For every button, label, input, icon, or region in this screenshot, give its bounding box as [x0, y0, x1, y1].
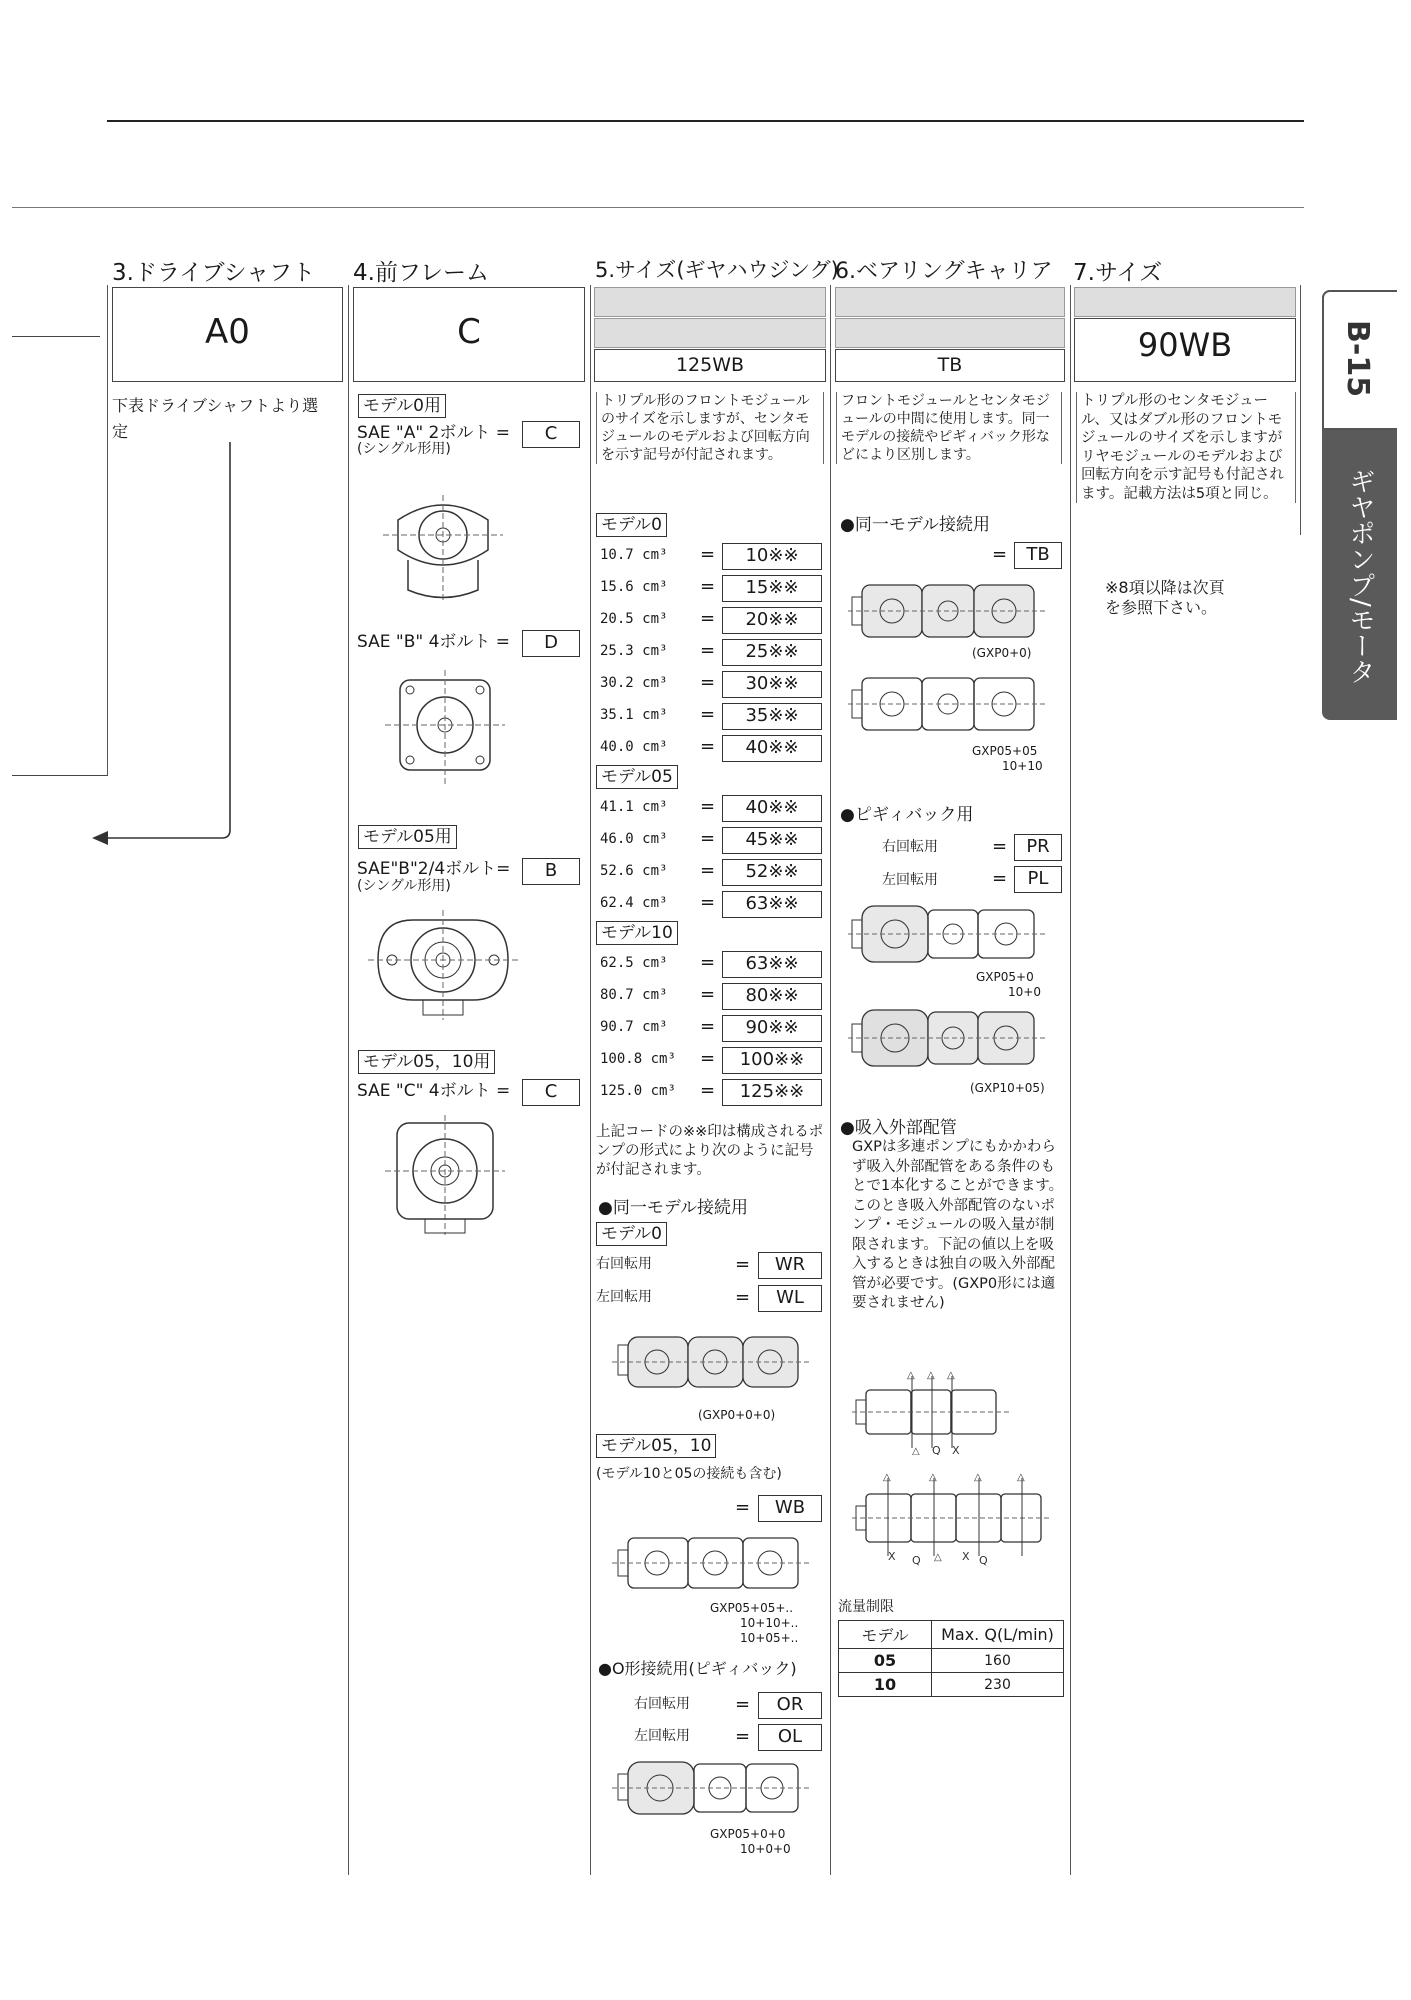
- equals-sign: =: [700, 608, 716, 629]
- size-group-tag: モデル05: [596, 765, 678, 789]
- bearing-carrier-note: フロントモジュールとセンタモジュールの中間に使用します。同一モデルの接続やピギィバック形などにより区別します。: [836, 392, 1062, 464]
- equals-sign: =: [700, 860, 716, 881]
- col-sep-5: [1070, 285, 1071, 1875]
- pl-value: PL: [1014, 866, 1062, 893]
- equals-sign: =: [700, 704, 716, 725]
- flow-head-maxq: Max. Q(L/min): [932, 1621, 1064, 1649]
- code-front-frame: C: [457, 312, 481, 352]
- section-title: ギヤポンプ/モータ: [1345, 468, 1375, 685]
- equals-sign: =: [700, 796, 716, 817]
- displacement-label: 40.0 cm³: [600, 739, 668, 755]
- flange-a-drawing: [378, 490, 508, 610]
- piggy-heading: ●ピギィバック用: [840, 805, 974, 825]
- or-label: 右回転用: [634, 1696, 690, 1712]
- svg-text:△: △: [947, 1370, 955, 1381]
- size-code-box: 80※※: [722, 983, 822, 1010]
- tag-model0: モデル0用: [358, 394, 446, 418]
- svg-text:△: △: [934, 1552, 942, 1563]
- size-code-box: 45※※: [722, 827, 822, 854]
- tag-model05: モデル05用: [358, 825, 457, 849]
- pr-eq: =: [992, 836, 1008, 857]
- col-sep-2: [348, 285, 349, 1875]
- gear-housing-note: トリプル形のフロントモジュールのサイズを示しますが、センタモジュールのモデルおよび回転方向を示す記号が付記されます。: [596, 392, 824, 464]
- cap-gxp0505-a: GXP05+05: [972, 744, 1038, 758]
- svg-text:Q: Q: [912, 1554, 921, 1567]
- equals-sign: =: [700, 984, 716, 1005]
- header-front-frame: 4.前フレーム: [353, 260, 490, 286]
- flange-b24-drawing: [368, 905, 518, 1025]
- flow-row-model: 05: [839, 1649, 932, 1673]
- next-page-ref: ※8項以降は次頁を参照下さい。: [1105, 578, 1225, 617]
- pr-value: PR: [1014, 834, 1062, 861]
- equals-sign: =: [700, 952, 716, 973]
- sae-a-value: C: [522, 421, 580, 448]
- header-drive-shaft: 3.ドライブシャフト: [112, 260, 316, 286]
- sae-b24-sub: (シングル形用): [357, 878, 451, 894]
- size-code-box: 90※※: [722, 1015, 822, 1042]
- code-gear-housing: 125WB: [675, 354, 745, 376]
- code-size: 90WB: [1137, 326, 1233, 364]
- tag-model0510: モデル05，10用: [358, 1050, 495, 1074]
- svg-text:△: △: [927, 1370, 935, 1381]
- equals-sign: =: [700, 576, 716, 597]
- displacement-label: 52.6 cm³: [600, 863, 668, 879]
- equals-sign: =: [700, 640, 716, 661]
- sae-b24-label: SAE"B"2/4ボルト=: [357, 859, 511, 879]
- size-code-box: 25※※: [722, 639, 822, 666]
- cap-gxp05-a: GXP05+05+..: [710, 1601, 794, 1615]
- svg-text:△: △: [974, 1472, 982, 1483]
- gray-band-5b: [594, 318, 826, 348]
- pr-label: 右回転用: [882, 839, 938, 855]
- wl-eq: =: [735, 1287, 751, 1308]
- wb-eq: =: [735, 1497, 751, 1518]
- header-bearing-carrier: 6.ベアリングキャリア: [835, 259, 1053, 284]
- sae-c-label: SAE "C" 4ボルト =: [357, 1081, 511, 1101]
- cap-gxp05-b: 10+10+..: [740, 1616, 799, 1630]
- sae-a-sub: (シングル形用): [357, 441, 451, 457]
- pump-triple-drawing-2: [612, 1528, 812, 1603]
- flow-head-model: モデル: [839, 1621, 932, 1649]
- sae-a-label: SAE "A" 2ボルト =: [357, 423, 511, 443]
- svg-text:X: X: [952, 1444, 960, 1455]
- gray-band-5a: [594, 287, 826, 317]
- equals-sign: =: [700, 672, 716, 693]
- displacement-label: 125.0 cm³: [600, 1083, 676, 1099]
- size-code-box: 100※※: [722, 1047, 822, 1074]
- size-code-box: 40※※: [722, 735, 822, 762]
- or-value: OR: [758, 1692, 822, 1719]
- sae-b-value: D: [522, 630, 580, 657]
- col-sep-6: [1300, 285, 1301, 535]
- cap-gxp00: (GXP0+0): [972, 646, 1032, 660]
- top-rule: [107, 120, 1304, 122]
- sae-b24-value: B: [522, 858, 580, 885]
- displacement-label: 15.6 cm³: [600, 579, 668, 595]
- size-code-box: 30※※: [722, 671, 822, 698]
- displacement-label: 62.4 cm³: [600, 895, 668, 911]
- code-drive-shaft: A0: [205, 312, 250, 352]
- suction-heading: ●吸入外部配管: [840, 1118, 957, 1138]
- o-conn-heading: ●O形接続用(ピギィバック): [598, 1659, 797, 1678]
- size-group-tag: モデル0: [596, 513, 667, 537]
- equals-sign: =: [700, 828, 716, 849]
- size-group-tag: モデル10: [596, 921, 678, 945]
- size-code-box: 52※※: [722, 859, 822, 886]
- pl-eq: =: [992, 868, 1008, 889]
- same-model-heading: ●同一モデル接続用: [598, 1198, 748, 1218]
- flange-b-drawing: [385, 670, 505, 790]
- sae-c-value: C: [522, 1079, 580, 1106]
- size-code-box: 15※※: [722, 575, 822, 602]
- suction-text: GXPは多連ポンプにもかかわらず吸入外部配管をある条件のもとで1本化することができます。このとき吸入外部配管のないポンプ・モジュールの吸入量が制限されます。下記の値以上を吸入するときは独自の吸入外部配管が必要です。(GXP0形には適要されません): [852, 1139, 1064, 1311]
- suction-drawing-2: [852, 1470, 1052, 1570]
- pump-double-drawing-1: [848, 575, 1048, 650]
- svg-text:Q: Q: [932, 1444, 941, 1455]
- connector-top: [12, 336, 100, 337]
- pump-triple-drawing-3: [612, 1752, 812, 1827]
- code-bearing-carrier: TB: [937, 354, 963, 376]
- size-code-box: 63※※: [722, 951, 822, 978]
- gray-band-6b: [835, 318, 1065, 348]
- equals-sign: =: [700, 736, 716, 757]
- tag-model0-conn: モデル0: [596, 1222, 667, 1246]
- equals-sign: =: [700, 544, 716, 565]
- cap-gxp000: (GXP0+0+0): [698, 1408, 776, 1422]
- pump-double-drawing-2: [848, 668, 1048, 743]
- equals-sign: =: [700, 892, 716, 913]
- ol-value: OL: [758, 1724, 822, 1751]
- svg-text:△: △: [912, 1446, 920, 1455]
- displacement-label: 90.7 cm³: [600, 1019, 668, 1035]
- gray-band-6a: [835, 287, 1065, 317]
- displacement-label: 62.5 cm³: [600, 955, 668, 971]
- flow-row-value: 230: [932, 1673, 1064, 1697]
- second-rule: [12, 207, 1304, 208]
- wb-value: WB: [758, 1495, 822, 1522]
- displacement-label: 46.0 cm³: [600, 831, 668, 847]
- displacement-label: 20.5 cm³: [600, 611, 668, 627]
- col-sep-4: [830, 285, 831, 1875]
- code-footnote: 上記コードの※※印は構成されるポンプの形式により次のように記号が付記されます。: [596, 1124, 824, 1178]
- svg-text:X: X: [888, 1550, 896, 1563]
- header-size: 7.サイズ: [1073, 260, 1163, 286]
- suction-drawing-1: [852, 1370, 1012, 1455]
- pump-double-drawing-3: [848, 898, 1048, 973]
- equals-sign: =: [700, 1080, 716, 1101]
- tag-model0510-conn: モデル05，10: [596, 1434, 716, 1458]
- wl-label: 左回転用: [596, 1289, 652, 1305]
- displacement-label: 30.2 cm³: [600, 675, 668, 691]
- displacement-label: 10.7 cm³: [600, 547, 668, 563]
- size-code-box: 20※※: [722, 607, 822, 634]
- size-code-box: 63※※: [722, 891, 822, 918]
- flange-c-drawing: [385, 1115, 505, 1240]
- col-sep-3: [590, 285, 591, 1875]
- drive-shaft-note: 下表ドライブシャフトより選定: [112, 396, 319, 441]
- pl-label: 左回転用: [882, 872, 938, 888]
- gray-band-7: [1074, 287, 1296, 317]
- pump-triple-drawing-1: [612, 1325, 812, 1405]
- svg-text:△: △: [929, 1472, 937, 1483]
- svg-text:Q: Q: [979, 1554, 988, 1567]
- sae-b-label: SAE "B" 4ボルト =: [357, 632, 511, 652]
- flow-row-model: 10: [839, 1673, 932, 1697]
- pump-double-drawing-4: [848, 1002, 1048, 1077]
- page-number: B-15: [1340, 320, 1375, 398]
- displacement-label: 35.1 cm³: [600, 707, 668, 723]
- size-code-box: 10※※: [722, 543, 822, 570]
- equals-sign: =: [700, 1048, 716, 1069]
- displacement-label: 80.7 cm³: [600, 987, 668, 1003]
- displacement-label: 41.1 cm³: [600, 799, 668, 815]
- tb-eq: =: [992, 544, 1008, 565]
- flow-row-value: 160: [932, 1649, 1064, 1673]
- size-code-box: 40※※: [722, 795, 822, 822]
- svg-text:△: △: [1017, 1472, 1025, 1483]
- flow-limit-table: [838, 1620, 1064, 1697]
- wr-value: WR: [758, 1252, 822, 1279]
- cap-gxp050-a: GXP05+0: [976, 970, 1034, 984]
- size-code-box: 125※※: [722, 1079, 822, 1106]
- tb-value: TB: [1014, 542, 1062, 569]
- cap-gxp0500-a: GXP05+0+0: [710, 1827, 786, 1841]
- size-code-box: 35※※: [722, 703, 822, 730]
- cap-gxp0500-b: 10+0+0: [740, 1842, 791, 1856]
- header-gear-housing-size: 5.サイズ(ギヤハウジング): [595, 258, 839, 282]
- svg-text:△: △: [907, 1370, 915, 1381]
- equals-sign: =: [700, 1016, 716, 1037]
- return-arrow: [90, 440, 240, 850]
- cap-gxp1005: (GXP10+05): [970, 1081, 1045, 1095]
- size-note: トリプル形のセンタモジュール、又はダブル形のフロントモジュールのサイズを示しますがリヤモジュールのモデルおよび回転方向を示す記号も付記されます。記載方法は5項と同じ。: [1076, 392, 1296, 503]
- displacement-label: 25.3 cm³: [600, 643, 668, 659]
- cap-gxp0505-b: 10+10: [1002, 759, 1043, 773]
- model0510-sub: (モデル10と05の接続も含む): [596, 1466, 782, 1482]
- or-eq: =: [735, 1694, 751, 1715]
- wr-eq: =: [735, 1254, 751, 1275]
- cap-gxp05-c: 10+05+..: [740, 1631, 799, 1645]
- flow-limit-title: 流量制限: [838, 1599, 894, 1615]
- svg-text:X: X: [962, 1550, 970, 1563]
- ol-eq: =: [735, 1726, 751, 1747]
- wr-label: 右回転用: [596, 1256, 652, 1272]
- cap-gxp050-b: 10+0: [1008, 985, 1041, 999]
- wl-value: WL: [758, 1285, 822, 1312]
- svg-text:△: △: [883, 1472, 891, 1483]
- c6-same-heading: ●同一モデル接続用: [840, 515, 990, 535]
- ol-label: 左回転用: [634, 1728, 690, 1744]
- displacement-label: 100.8 cm³: [600, 1051, 676, 1067]
